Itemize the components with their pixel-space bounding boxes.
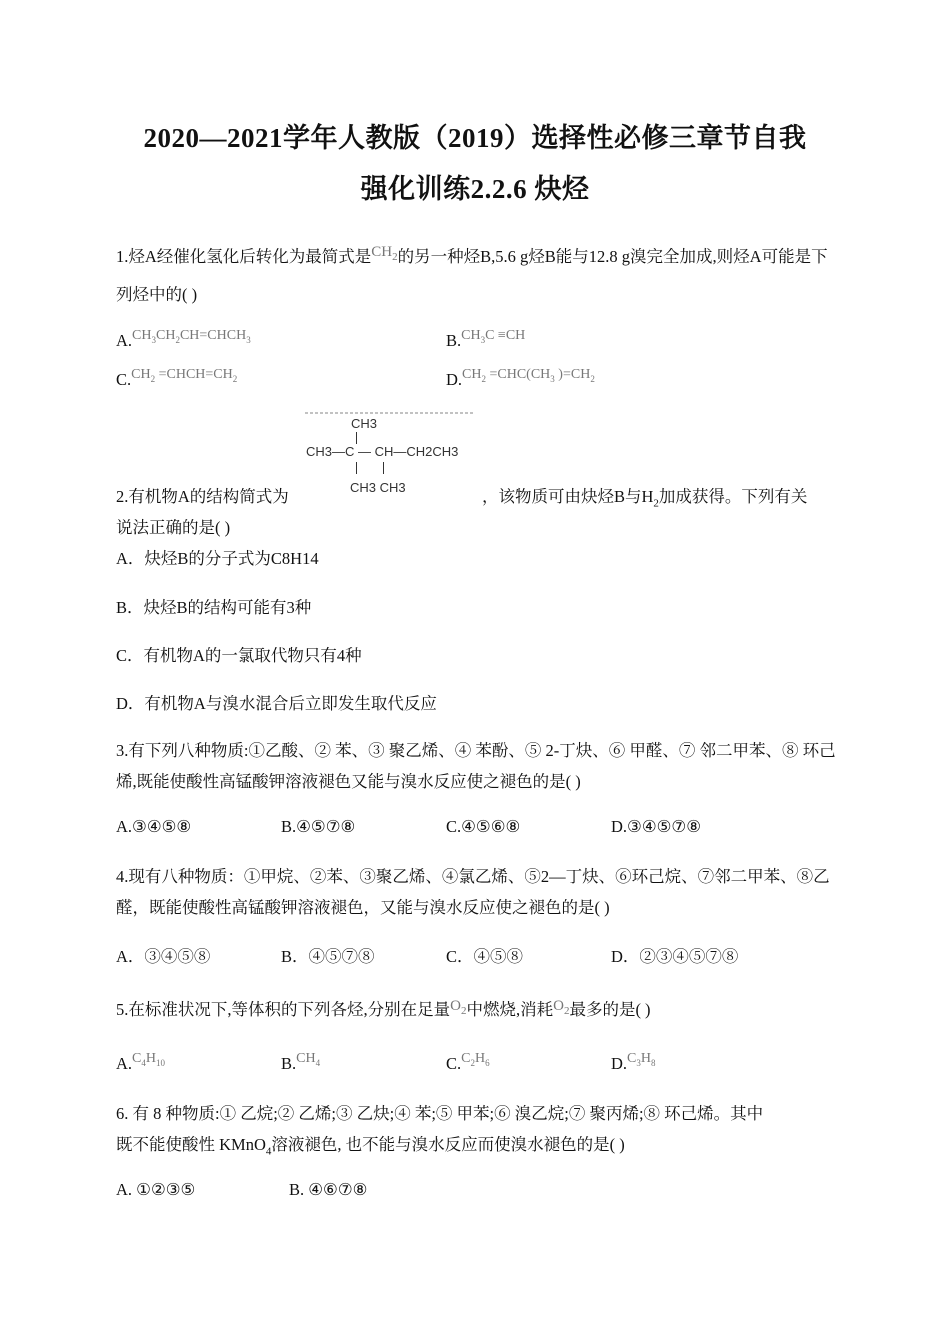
question-4-option-d[interactable]: D．②③④⑤⑦⑧ [611, 947, 739, 966]
question-3-option-b[interactable]: B.④⑤⑦⑧ [281, 817, 356, 836]
question-6-option-a[interactable]: A. ①②③⑤ [116, 1180, 196, 1199]
question-5-option-d[interactable]: D.$^{C_3H_8}$ [611, 1051, 656, 1073]
struct-top-ch3: CH3 [351, 416, 378, 431]
structural-formula [306, 408, 478, 498]
question-4-stem: 4.现有八种物质：①甲烷、②苯、③聚乙烯、④氯乙烯、⑤2—丁炔、⑥环己烷、⑦邻二甲苯、⑧乙醛，既能使酸性高锰酸钾溶液褪色，又能与溴水反应使之褪色的是( ) [116, 867, 830, 917]
struct-bottom-ch3: CH3 CH3 [350, 480, 406, 495]
question-4-option-b[interactable]: B．④⑤⑦⑧ [281, 947, 375, 966]
page-title-line2: 强化训练2.2.6 炔烃 [360, 174, 590, 204]
question-2-stem-c: 说法正确的是( ) [116, 518, 231, 537]
question-2-option-b[interactable]: B．炔烃B的结构可能有3种 [116, 598, 312, 617]
question-3-option-d[interactable]: D.③④⑤⑦⑧ [611, 817, 702, 836]
struct-bond-up [356, 432, 357, 444]
question-4-option-c[interactable]: C．④⑤⑧ [446, 947, 524, 966]
question-3-option-c[interactable]: C.④⑤⑥⑧ [446, 817, 521, 836]
page-title-line1: 2020—2021学年人教版（2019）选择性必修三章节自我 [143, 123, 807, 153]
question-1-option-c[interactable]: C.$^{CH_2 =CHCH=CH_2}$ [116, 367, 238, 389]
question-5-stem: 5.在标准状况下,等体积的下列各烃,分别在足量$O_2$中燃烧,消耗$O_2$最多的是( ) [116, 998, 651, 1019]
question-4-option-a[interactable]: A．③④⑤⑧ [116, 947, 211, 966]
question-3-stem: 3.有下列八种物质:①乙酸、② 苯、③ 聚乙烯、④ 苯酚、⑤ 2-丁炔、⑥ 甲醛、⑦ 邻二甲苯、⑧ 环己烯,既能使酸性高锰酸钾溶液褪色又能与溴水反应使之褪色的是( ) [116, 741, 836, 791]
question-1-option-b[interactable]: B.$^{CH_3C \equiv CH}$ [446, 328, 526, 350]
question-6-option-b[interactable]: B. ④⑥⑦⑧ [289, 1180, 368, 1199]
struct-bond-down-1 [356, 462, 357, 474]
struct-bond-down-2 [383, 462, 384, 474]
question-2-stem-a: 2.有机物A的结构简式为 [116, 487, 289, 506]
question-5-option-b[interactable]: B.$^{CH_4}$ [281, 1051, 321, 1073]
question-5-option-a[interactable]: A.$^{C_4H_{10}}$ [116, 1051, 166, 1073]
question-3-option-a[interactable]: A.③④⑤⑧ [116, 817, 192, 836]
question-1-option-d[interactable]: D.$^{CH_2 =CHC(CH_3 )=CH_2}$ [446, 367, 595, 389]
question-2-stem-b: ，该物质可由炔烃B与$H_2$加成获得。下列有关 [482, 487, 808, 510]
question-1-option-a[interactable]: A.$^{CH_3CH_2CH=CHCH_3}$ [116, 328, 251, 350]
question-6-stem-a: 6. 有 8 种物质:① 乙烷;② 乙烯;③ 乙炔;④ 苯;⑤ 甲苯;⑥ 溴乙烷;⑦ 聚丙烯;⑧ 环己烯。其中 [116, 1104, 764, 1123]
struct-main-chain: CH3—C — CH—CH2CH3 [306, 444, 459, 459]
question-2-option-d[interactable]: D．有机物A与溴水混合后立即发生取代反应 [116, 694, 437, 713]
question-1-stem: 1.烃A经催化氢化后转化为最简式是$CH_2$的另一种烃B,5.6 g烃B能与12.8 g溴完全加成,则烃A可能是下列烃中的( ) [116, 244, 828, 304]
question-2-option-a[interactable]: A．炔烃B的分子式为C8H14 [116, 549, 319, 568]
question-5-option-c[interactable]: C.$^{C_2H_6}$ [446, 1051, 490, 1073]
question-6-stem-b: 既不能使酸性 KMnO$_4$溶液褪色, 也不能与溴水反应而使溴水褪色的是( ) [116, 1135, 625, 1158]
question-2-option-c[interactable]: C．有机物A的一氯取代物只有4种 [116, 646, 362, 665]
